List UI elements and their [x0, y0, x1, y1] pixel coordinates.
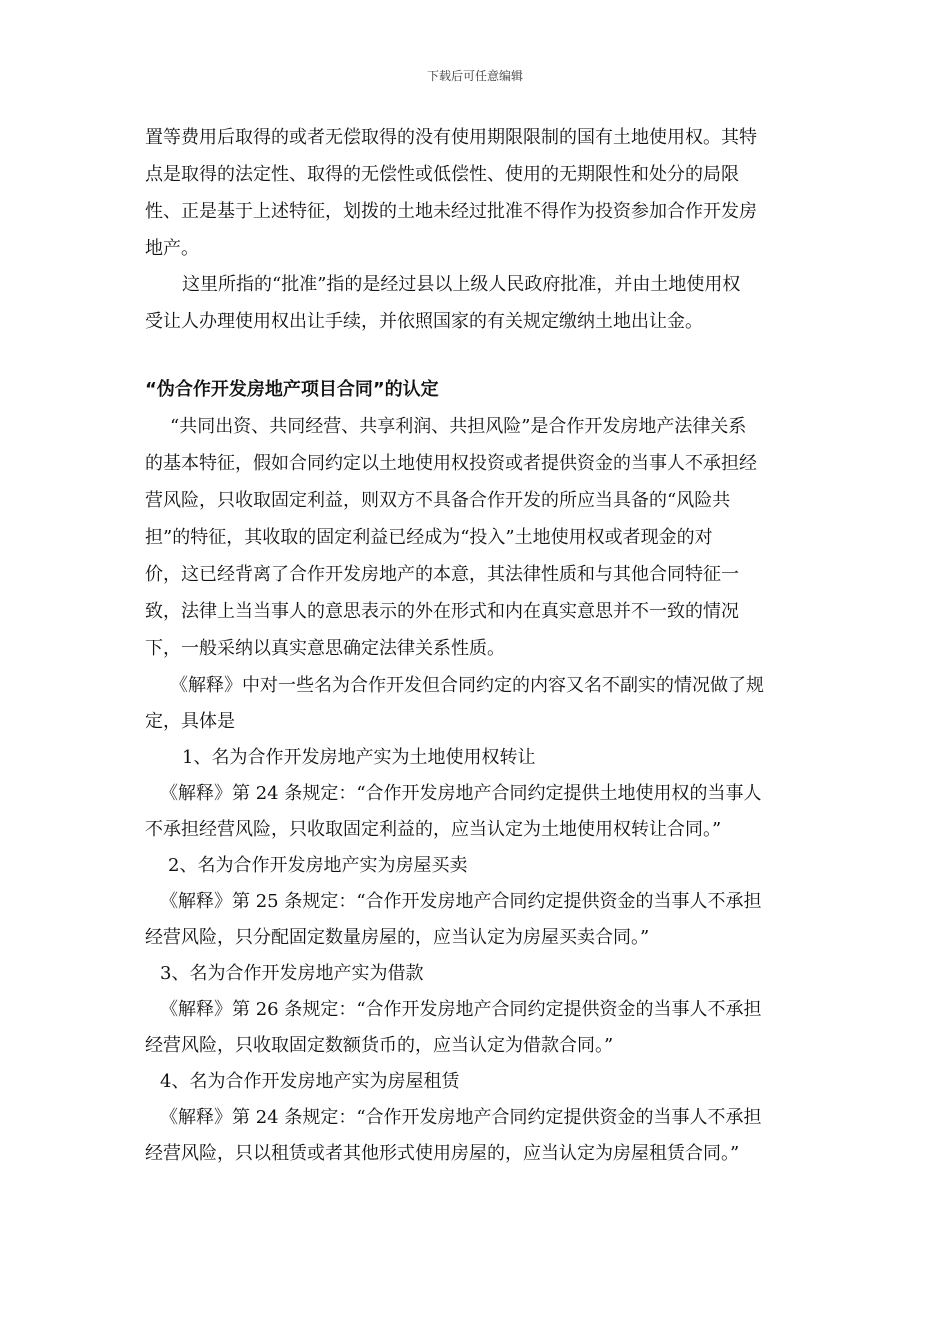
paragraph-line: 经营风险，只分配固定数量房屋的，应当认定为房屋买卖合同。” — [145, 927, 650, 948]
paragraph-line: 定，具体是 — [145, 711, 235, 732]
paragraph-line: 经营风险，只收取固定数额货币的，应当认定为借款合同。” — [145, 1035, 614, 1056]
paragraph-line: 这里所指的“批准”指的是经过县以上级人民政府批准，并由土地使用权 — [182, 274, 741, 295]
list-item-heading: 4、名为合作开发房地产实为房屋租赁 — [160, 1071, 460, 1092]
paragraph-line: 性、正是基于上述特征，划拨的土地未经过批准不得作为投资参加合作开发房 — [145, 201, 757, 222]
paragraph-line: 担”的特征，其收取的固定利益已经成为“投入”土地使用权或者现金的对 — [145, 527, 713, 548]
paragraph-line: 《解释》第 25 条规定：“合作开发房地产合同约定提供资金的当事人不承担 — [160, 891, 762, 912]
paragraph-line: 《解释》第 26 条规定：“合作开发房地产合同约定提供资金的当事人不承担 — [160, 999, 762, 1020]
list-item-heading: 3、名为合作开发房地产实为借款 — [160, 963, 424, 984]
list-item-heading: 1、名为合作开发房地产实为土地使用权转让 — [182, 747, 536, 768]
paragraph-line: 地产。 — [145, 238, 199, 259]
paragraph-line: 《解释》第 24 条规定：“合作开发房地产合同约定提供资金的当事人不承担 — [160, 1107, 762, 1128]
paragraph-line: 下，一般采纳以真实意思确定法律关系性质。 — [145, 638, 505, 659]
paragraph-line: 受让人办理使用权出让手续，并依照国家的有关规定缴纳土地出让金。 — [145, 311, 703, 332]
paragraph-line: 经营风险，只以租赁或者其他形式使用房屋的，应当认定为房屋租赁合同。” — [145, 1143, 740, 1164]
paragraph-line: 的基本特征，假如合同约定以土地使用权投资或者提供资金的当事人不承担经 — [145, 453, 757, 474]
list-item-heading: 2、名为合作开发房地产实为房屋买卖 — [168, 855, 468, 876]
paragraph-line: 不承担经营风险，只收取固定利益的，应当认定为土地使用权转让合同。” — [145, 819, 722, 840]
paragraph-line: 点是取得的法定性、取得的无偿性或低偿性、使用的无期限性和处分的局限 — [145, 164, 739, 185]
section-heading: “伪合作开发房地产项目合同”的认定 — [145, 379, 439, 400]
paragraph-line: 《解释》第 24 条规定：“合作开发房地产合同约定提供土地使用权的当事人 — [160, 783, 762, 804]
paragraph-line: “共同出资、共同经营、共享利润、共担风险”是合作开发房地产法律关系 — [170, 416, 747, 437]
paragraph-line: 致，法律上当当事人的意思表示的外在形式和内在真实意思并不一致的情况 — [145, 601, 739, 622]
paragraph-line: 营风险，只收取固定利益，则双方不具备合作开发的所应当具备的“风险共 — [145, 490, 731, 511]
paragraph-line: 置等费用后取得的或者无偿取得的没有使用期限限制的国有土地使用权。其特 — [145, 127, 757, 148]
page-header: 下载后可任意编辑 — [426, 69, 523, 83]
paragraph-line: 《解释》中对一些名为合作开发但合同约定的内容又名不副实的情况做了规 — [170, 675, 764, 696]
paragraph-line: 价，这已经背离了合作开发房地产的本意，其法律性质和与其他合同特征一 — [145, 564, 739, 585]
